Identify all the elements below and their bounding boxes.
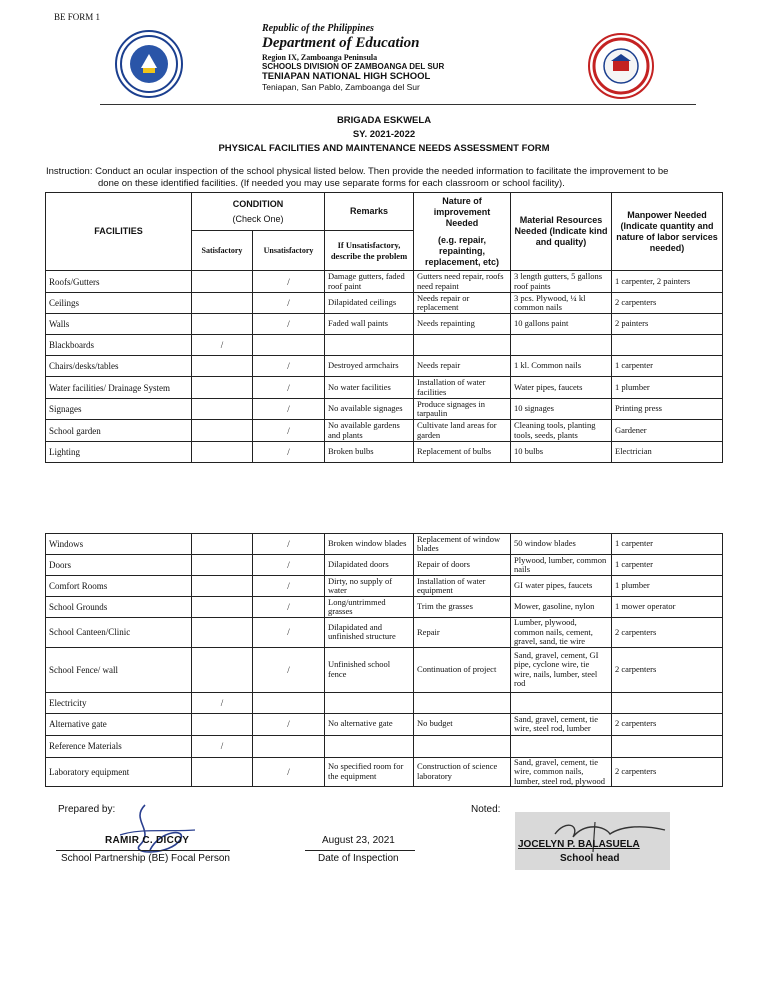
material-cell: Water pipes, faucets [511, 377, 612, 399]
table-row [46, 735, 723, 757]
assessment-table-1 [45, 192, 723, 463]
manpower-cell: 2 carpenters [612, 713, 723, 735]
material-cell: Sand, gravel, cement, tie wire, steel rod, lumber [511, 713, 612, 735]
remarks-cell: Dilapidated and unfinished structure [325, 618, 414, 648]
table-row [46, 271, 723, 293]
satisfactory-cell [192, 420, 253, 442]
satisfactory-cell [192, 597, 253, 618]
nature-cell: Needs repainting [414, 314, 511, 335]
unsatisfactory-cell: / [253, 647, 325, 692]
head-title: School head [560, 853, 620, 864]
table-row [46, 647, 723, 692]
facility-cell: Doors [46, 555, 192, 576]
title-brigada: BRIGADA ESKWELA [336, 115, 432, 126]
date-underline [305, 850, 415, 851]
table-row [46, 597, 723, 618]
unsatisfactory-cell: / [253, 555, 325, 576]
nature-cell: Replacement of bulbs [414, 442, 511, 463]
unsatisfactory-cell [253, 335, 325, 356]
remarks-cell: Damage gutters, faded roof paint [325, 271, 414, 293]
head-signature-block [515, 812, 670, 870]
remarks-cell: No water facilities [325, 377, 414, 399]
header-remarks-note: If Unsatisfactory, describe the problem [325, 231, 414, 271]
header-condition [192, 193, 325, 231]
remarks-cell [325, 735, 414, 757]
satisfactory-cell [192, 356, 253, 377]
unsatisfactory-cell: / [253, 534, 325, 555]
school-seal-logo [588, 33, 654, 99]
manpower-cell: 1 carpenter, 2 painters [612, 271, 723, 293]
facility-cell: Electricity [46, 692, 192, 713]
material-cell: 10 bulbs [511, 442, 612, 463]
deped-seal-logo [115, 30, 183, 98]
header-check-one: (Check One) [232, 213, 284, 224]
material-cell: Mower, gasoline, nylon [511, 597, 612, 618]
header-manpower: Manpower Needed (Indicate quantity and nature of labor services needed) [612, 193, 723, 271]
satisfactory-cell [192, 713, 253, 735]
satisfactory-cell [192, 314, 253, 335]
satisfactory-cell [192, 271, 253, 293]
nature-cell: Cultivate land areas for garden [414, 420, 511, 442]
material-cell: 50 window blades [511, 534, 612, 555]
satisfactory-cell [192, 757, 253, 787]
remarks-cell: Dirty, no supply of water [325, 576, 414, 597]
table-row [46, 399, 723, 420]
facility-cell: School Canteen/Clinic [46, 618, 192, 648]
manpower-cell: Gardener [612, 420, 723, 442]
deped-seal-icon [119, 34, 179, 94]
inspection-date: August 23, 2021 [322, 835, 395, 846]
nature-cell [414, 335, 511, 356]
unsatisfactory-cell: / [253, 713, 325, 735]
table-row [46, 356, 723, 377]
remarks-cell: No specified room for the equipment [325, 757, 414, 787]
satisfactory-cell: / [192, 335, 253, 356]
address-line: Teniapan, San Pablo, Zamboanga del Sur [262, 82, 420, 92]
manpower-cell [612, 335, 723, 356]
table-row [46, 692, 723, 713]
nature-cell: Repair [414, 618, 511, 648]
table-row [46, 293, 723, 314]
nature-cell: Installation of water facilities [414, 377, 511, 399]
header-material: Material Resources Needed (Indicate kind and quality) [511, 193, 612, 271]
manpower-cell [612, 735, 723, 757]
header-nature [414, 193, 511, 271]
unsatisfactory-cell: / [253, 757, 325, 787]
nature-cell: Construction of science laboratory [414, 757, 511, 787]
table-row [46, 377, 723, 399]
facility-cell: School Grounds [46, 597, 192, 618]
facility-cell: Chairs/desks/tables [46, 356, 192, 377]
table-row [46, 713, 723, 735]
school-seal-icon [592, 37, 650, 95]
region-line: Region IX, Zamboanga Peninsula [262, 53, 378, 62]
facility-cell: Ceilings [46, 293, 192, 314]
manpower-cell: 2 carpenters [612, 757, 723, 787]
table-row [46, 335, 723, 356]
remarks-cell: No available signages [325, 399, 414, 420]
unsatisfactory-cell: / [253, 597, 325, 618]
material-cell: Sand, gravel, cement, GI pipe, cyclone wire, tie wire, nails, lumber, steel rod [511, 647, 612, 692]
table-row [46, 534, 723, 555]
department-line: Department of Education [262, 35, 420, 51]
material-cell: Cleaning tools, planting tools, seeds, plants [511, 420, 612, 442]
material-cell: Sand, gravel, cement, tie wire, common nails, lumber, steel rod, plywood [511, 757, 612, 787]
nature-cell: Needs repair [414, 356, 511, 377]
satisfactory-cell: / [192, 692, 253, 713]
facility-cell: Signages [46, 399, 192, 420]
material-cell: 3 length gutters, 5 gallons roof paints [511, 271, 612, 293]
manpower-cell: 1 carpenter [612, 555, 723, 576]
manpower-cell: 2 carpenters [612, 618, 723, 648]
preparer-name: RAMIR C. DICOY [105, 835, 190, 846]
manpower-cell: Electrician [612, 442, 723, 463]
material-cell [511, 692, 612, 713]
material-cell: GI water pipes, faucets [511, 576, 612, 597]
satisfactory-cell [192, 647, 253, 692]
manpower-cell: 2 carpenters [612, 293, 723, 314]
satisfactory-cell [192, 399, 253, 420]
facility-cell: School garden [46, 420, 192, 442]
remarks-cell: Dilapidated doors [325, 555, 414, 576]
nature-cell: Gutters need repair, roofs need repaint [414, 271, 511, 293]
table-row [46, 420, 723, 442]
remarks-cell: Faded wall paints [325, 314, 414, 335]
nature-cell: Produce signages in tarpaulin [414, 399, 511, 420]
unsatisfactory-cell: / [253, 420, 325, 442]
republic-line: Republic of the Philippines [262, 23, 374, 34]
manpower-cell: 1 carpenter [612, 356, 723, 377]
form-code: BE FORM 1 [54, 12, 101, 22]
noted-label: Noted: [471, 804, 501, 815]
satisfactory-cell [192, 377, 253, 399]
table-row [46, 442, 723, 463]
facility-cell: Windows [46, 534, 192, 555]
header-nature-label: Nature of improvement Needed [433, 195, 491, 228]
material-cell: 1 kl. Common nails [511, 356, 612, 377]
header-condition-label: CONDITION [232, 198, 284, 209]
preparer-title: School Partnership (BE) Focal Person [61, 853, 230, 864]
nature-cell: No budget [414, 713, 511, 735]
table-row [46, 618, 723, 648]
unsatisfactory-cell: / [253, 576, 325, 597]
nature-cell: Installation of water equipment [414, 576, 511, 597]
manpower-cell [612, 692, 723, 713]
instruction-line-1: Instruction: Conduct an ocular inspection of the school physical listed below. Then provide the needed information to facilitate the improvement to be [46, 166, 669, 177]
unsatisfactory-cell: / [253, 399, 325, 420]
unsatisfactory-cell: / [253, 314, 325, 335]
satisfactory-cell [192, 293, 253, 314]
facility-cell: Roofs/Gutters [46, 271, 192, 293]
remarks-cell: Dilapidated ceilings [325, 293, 414, 314]
unsatisfactory-cell: / [253, 356, 325, 377]
satisfactory-cell [192, 534, 253, 555]
table-row [46, 576, 723, 597]
facility-cell: Reference Materials [46, 735, 192, 757]
title-sy: SY. 2021-2022 [352, 129, 416, 140]
facility-cell: Water facilities/ Drainage System [46, 377, 192, 399]
facility-cell: Alternative gate [46, 713, 192, 735]
header-remarks: Remarks [325, 193, 414, 231]
unsatisfactory-cell: / [253, 271, 325, 293]
remarks-cell: No alternative gate [325, 713, 414, 735]
prepared-by-label: Prepared by: [58, 804, 116, 815]
satisfactory-cell [192, 618, 253, 648]
material-cell: 10 gallons paint [511, 314, 612, 335]
header-satisfactory: Satisfactory [192, 231, 253, 271]
manpower-cell: Printing press [612, 399, 723, 420]
satisfactory-cell [192, 555, 253, 576]
table-row [46, 555, 723, 576]
nature-cell: Continuation of project [414, 647, 511, 692]
facility-cell: Lighting [46, 442, 192, 463]
nature-cell [414, 692, 511, 713]
manpower-cell: 1 mower operator [612, 597, 723, 618]
head-name: JOCELYN P. BALASUELA [518, 839, 640, 850]
remarks-cell: No available gardens and plants [325, 420, 414, 442]
nature-cell: Needs repair or replacement [414, 293, 511, 314]
preparer-signature [110, 800, 200, 860]
material-cell: Plywood, lumber, common nails [511, 555, 612, 576]
unsatisfactory-cell [253, 692, 325, 713]
title-form: PHYSICAL FACILITIES AND MAINTENANCE NEEDS ASSESSMENT FORM [218, 143, 550, 154]
unsatisfactory-cell: / [253, 442, 325, 463]
satisfactory-cell [192, 442, 253, 463]
remarks-cell: Destroyed armchairs [325, 356, 414, 377]
table-row [46, 314, 723, 335]
facility-cell: School Fence/ wall [46, 647, 192, 692]
remarks-cell [325, 335, 414, 356]
material-cell [511, 335, 612, 356]
material-cell: 3 pcs. Plywood, ¼ kl common nails [511, 293, 612, 314]
manpower-cell: 2 painters [612, 314, 723, 335]
unsatisfactory-cell: / [253, 618, 325, 648]
manpower-cell: 1 plumber [612, 576, 723, 597]
satisfactory-cell: / [192, 735, 253, 757]
school-name-line: TENIAPAN NATIONAL HIGH SCHOOL [262, 71, 431, 82]
facility-cell: Comfort Rooms [46, 576, 192, 597]
manpower-cell: 1 plumber [612, 377, 723, 399]
facility-cell: Blackboards [46, 335, 192, 356]
material-cell: 10 signages [511, 399, 612, 420]
remarks-cell: Unfinished school fence [325, 647, 414, 692]
nature-cell: Replacement of window blades [414, 534, 511, 555]
nature-cell: Repair of doors [414, 555, 511, 576]
header-divider [100, 104, 696, 105]
nature-cell [414, 735, 511, 757]
remarks-cell: Long/untrimmed grasses [325, 597, 414, 618]
unsatisfactory-cell: / [253, 377, 325, 399]
division-line: SCHOOLS DIVISION OF ZAMBOANGA DEL SUR [262, 62, 445, 71]
material-cell [511, 735, 612, 757]
material-cell: Lumber, plywood, common nails, cement, gravel, sand, tie wire [511, 618, 612, 648]
date-label: Date of Inspection [318, 853, 399, 864]
header-nature-note: (e.g. repair, repainting, replacement, etc) [424, 234, 500, 267]
preparer-underline [56, 850, 230, 851]
remarks-cell: Broken bulbs [325, 442, 414, 463]
nature-cell: Trim the grasses [414, 597, 511, 618]
unsatisfactory-cell: / [253, 293, 325, 314]
table-row [46, 757, 723, 787]
manpower-cell: 1 carpenter [612, 534, 723, 555]
header-facilities: FACILITIES [46, 193, 192, 271]
satisfactory-cell [192, 576, 253, 597]
remarks-cell [325, 692, 414, 713]
instruction-line-2: done on these identified facilities. (If needed you may use separate forms for each classroom or school facility). [98, 178, 565, 189]
remarks-cell: Broken window blades [325, 534, 414, 555]
unsatisfactory-cell [253, 735, 325, 757]
facility-cell: Laboratory equipment [46, 757, 192, 787]
header-unsatisfactory: Unsatisfactory [253, 231, 325, 271]
manpower-cell: 2 carpenters [612, 647, 723, 692]
facility-cell: Walls [46, 314, 192, 335]
assessment-table-2 [45, 533, 723, 787]
